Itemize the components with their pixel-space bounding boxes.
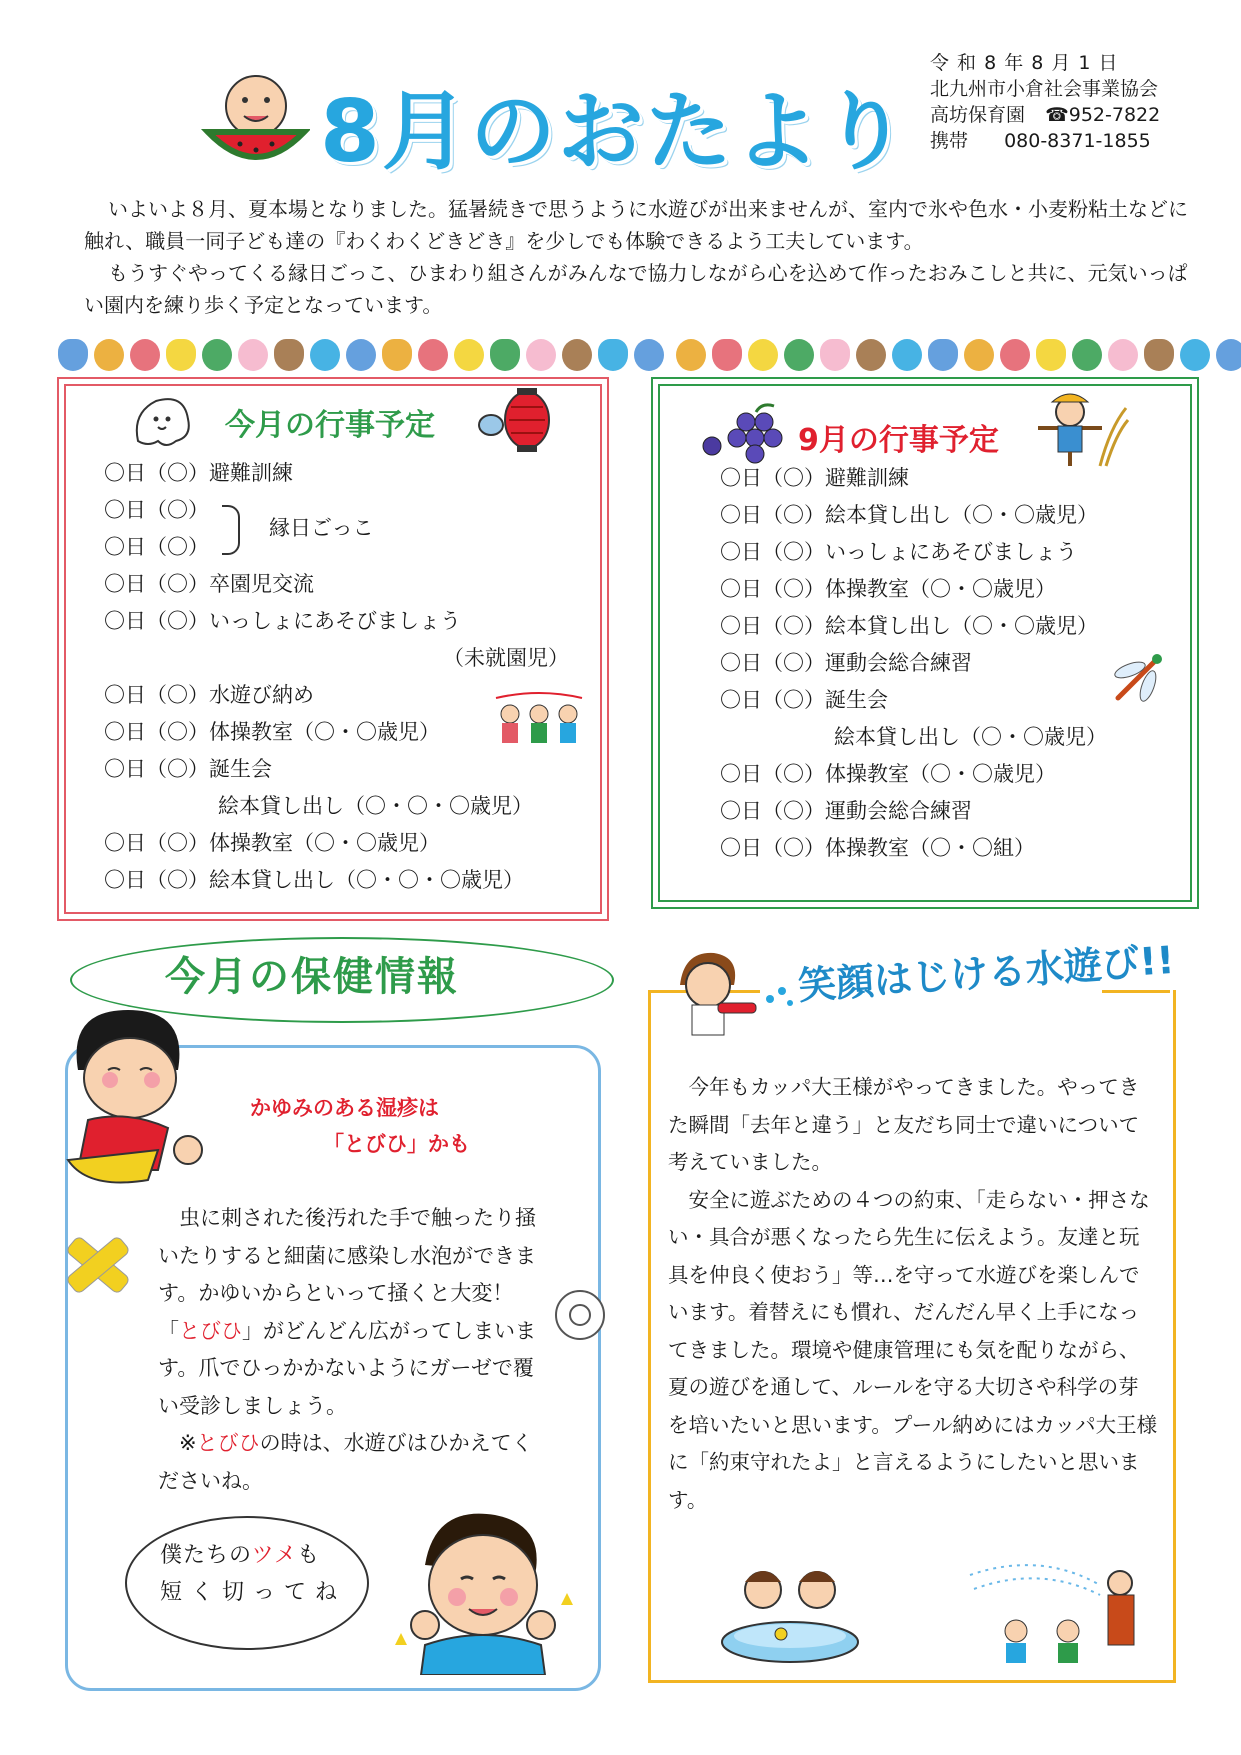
health-body-text <box>158 1200 538 1500</box>
fan-icon <box>382 339 412 371</box>
grapes-icon <box>700 402 788 466</box>
shaved-ice-icon <box>130 339 160 371</box>
nursery-phone-line <box>930 102 1160 128</box>
water-play-body <box>668 1069 1158 1519</box>
health-subtitle-1: かゆみのある湿疹は <box>250 1096 439 1120</box>
shaved-ice-icon <box>712 339 742 371</box>
ghost-icon <box>130 393 194 449</box>
dragonfly-icon <box>1108 650 1168 706</box>
water-paragraph-1: 今年もカッパ大王様がやってきました。やってきた瞬間「去年と違う」と友だち同士で違いについて考えていました。 <box>668 1075 1140 1174</box>
decorative-summer-border <box>58 336 1188 374</box>
september-event-item: 〇日（〇）運動会総合練習 <box>720 651 972 675</box>
september-event-item: 〇日（〇）誕生会 <box>720 688 888 712</box>
intro-paragraph-1: いよいよ８月、夏本場となりました。猛暑続きで思うように水遊びが出来ませんが、室内で氷や色水・小麦粉粘土などに触れ、職員一同子ども達の『わくわくどきどき』を少しでも体験できるよう工夫しています。 <box>84 197 1188 253</box>
takoyaki-icon <box>274 339 304 371</box>
august-event-item: 〇日（〇） <box>104 498 209 522</box>
august-event-item: 〇日（〇）絵本貸し出し（〇・〇・〇歳児） <box>104 868 524 892</box>
september-event-item: 〇日（〇）体操教室（〇・〇歳児） <box>720 762 1056 786</box>
health-section-title: 今月の保健情報 <box>165 954 459 1000</box>
pouch-icon <box>634 339 664 371</box>
august-event-item: 〇日（〇）水遊び納め <box>104 683 314 707</box>
candy-apple-icon <box>748 339 778 371</box>
water-gun-child-illustration <box>670 945 800 1045</box>
speech-highlight: ツメ <box>251 1543 298 1568</box>
newsletter-title: 8月のおたより <box>320 82 910 182</box>
candy-apple-icon <box>454 339 484 371</box>
september-event-item: 〇日（〇）絵本貸し出し（〇・〇歳児） <box>720 503 1098 527</box>
rabbit-icon <box>1108 339 1138 371</box>
health-subtitle-2: 「とびひ」かも <box>323 1132 470 1156</box>
pouch-icon <box>928 339 958 371</box>
watermelon-baby-illustration <box>200 70 310 180</box>
august-event-item: 〇日（〇）卒園児交流 <box>104 572 314 596</box>
august-events-heading: 今月の行事予定 <box>225 408 435 443</box>
rabbit-icon <box>820 339 850 371</box>
event-bracket <box>222 505 240 555</box>
balloon-icon <box>490 339 520 371</box>
september-event-item: 絵本貸し出し（〇・〇歳児） <box>834 725 1107 749</box>
speech-text: も <box>297 1543 321 1568</box>
september-event-item: 〇日（〇）絵本貸し出し（〇・〇歳児） <box>720 614 1098 638</box>
health-text-part: 虫に刺された後汚れた手で触ったり掻いたりすると細菌に感染し水泡ができます。かゆいからといって掻くと大変！「 <box>158 1206 536 1343</box>
candy-apple-icon <box>1036 339 1066 371</box>
bandage-roll-icon <box>550 1285 610 1345</box>
september-event-item: 〇日（〇）運動会総合練習 <box>720 799 972 823</box>
organization-name: 北九州市小倉社会事業協会 <box>930 78 1159 100</box>
speech-text: 僕たちの <box>160 1543 252 1568</box>
september-event-item: 〇日（〇）いっしょにあそびましょう <box>720 540 1077 564</box>
water-paragraph-2: 安全に遊ぶための４つの約束、「走らない・押さない・具合が悪くなったら先生に伝えよう。友達と玩具を仲良く使おう」等…を守って水遊びを楽しんでいます。着替えにも慣れ、だんだん早く上手になってきました。環境や健康管理にも気を配りながら、夏の遊びを通して、ルールを守る大切さや科学の芽を培いたいと思います。プール納めにはカッパ大王様に「約束守れたよ」と言えるようにしたいと思います。 <box>668 1187 1158 1512</box>
august-event-item: 〇日（〇）体操教室（〇・〇歳児） <box>104 831 440 855</box>
speech-line-1 <box>160 1538 320 1569</box>
shaved-ice-icon <box>1000 339 1030 371</box>
balloon-icon <box>784 339 814 371</box>
takoyaki-icon <box>1144 339 1174 371</box>
health-text-part: 」がどんどん広がってしまいます。爪でひっかかないようにガーゼで覆い受診しましょう。 <box>158 1318 536 1418</box>
rabbit-icon <box>526 339 556 371</box>
health-text-highlight: とびひ <box>179 1318 242 1343</box>
september-event-item: 〇日（〇）体操教室（〇・〇組） <box>720 836 1035 860</box>
september-event-item: 〇日（〇）避難訓練 <box>720 466 909 490</box>
august-events-list <box>104 455 584 895</box>
takoyaki-icon <box>856 339 886 371</box>
health-note-mark: ※ <box>179 1431 197 1455</box>
nail-showing-boy-illustration <box>385 1505 575 1675</box>
health-note <box>158 1425 538 1500</box>
september-event-item: 〇日（〇）体操教室（〇・〇歳児） <box>720 577 1056 601</box>
shaved-ice-icon <box>418 339 448 371</box>
children-water-tub-illustration <box>715 1560 865 1670</box>
phone-icon: ☎ <box>1045 104 1069 126</box>
scarecrow-icon <box>1030 388 1130 468</box>
cotton-candy-icon <box>892 339 922 371</box>
september-events-heading: 9月の行事予定 <box>798 423 999 458</box>
organization-info <box>930 50 1160 154</box>
cotton-candy-icon <box>310 339 340 371</box>
august-event-item: 絵本貸し出し（〇・〇・〇歳児） <box>218 794 533 818</box>
health-paragraph <box>158 1200 538 1425</box>
august-event-item: 〇日（〇）いっしょにあそびましょう <box>104 609 461 633</box>
nursery-name: 高坊保育園 <box>930 104 1026 126</box>
cotton-candy-icon <box>598 339 628 371</box>
water-play-frame-top <box>1102 990 1170 993</box>
water-play-title: 笑顔はじける水遊び!! <box>796 937 1176 1009</box>
mobile-number: 080-8371-1855 <box>1004 130 1151 152</box>
mobile-label: 携帯 <box>930 130 969 152</box>
august-event-item: （未就園児） <box>443 646 569 670</box>
fan-icon <box>676 339 706 371</box>
speech-line-2: 短く切ってね <box>160 1580 347 1605</box>
festival-children-illustration <box>492 690 587 750</box>
august-event-item: 縁日ごっこ <box>269 516 374 540</box>
pouch-icon <box>58 339 88 371</box>
pouch-icon <box>346 339 376 371</box>
august-event-item: 〇日（〇） <box>104 535 209 559</box>
fan-icon <box>964 339 994 371</box>
phone-number: 952-7822 <box>1068 104 1161 126</box>
scratching-child-illustration <box>48 1000 228 1200</box>
cross-bandage-icon <box>58 1225 138 1305</box>
hose-spraying-illustration <box>960 1555 1140 1670</box>
intro-paragraph-2: もうすぐやってくる縁日ごっこ、ひまわり組さんがみんなで協力しながら心を込めて作ったおみこしと共に、元気いっぱい園内を練り歩く予定となっています。 <box>84 261 1188 317</box>
issue-date: 令 和 8 年 8 月 1 日 <box>930 52 1119 74</box>
health-note-highlight: とびひ <box>196 1431 260 1455</box>
balloon-icon <box>202 339 232 371</box>
intro-text <box>84 193 1189 321</box>
mobile-line <box>930 128 1160 154</box>
takoyaki-icon <box>562 339 592 371</box>
lantern-icon <box>475 385 555 455</box>
august-event-item: 〇日（〇）誕生会 <box>104 757 272 781</box>
august-event-item: 〇日（〇）体操教室（〇・〇歳児） <box>104 720 440 744</box>
cotton-candy-icon <box>1180 339 1210 371</box>
candy-apple-icon <box>166 339 196 371</box>
august-event-item: 〇日（〇）避難訓練 <box>104 461 293 485</box>
rabbit-icon <box>238 339 268 371</box>
health-note-text: の時は、水遊びはひかえてくださいね。 <box>158 1431 533 1493</box>
fan-icon <box>94 339 124 371</box>
balloon-icon <box>1072 339 1102 371</box>
pouch-icon <box>1216 339 1241 371</box>
